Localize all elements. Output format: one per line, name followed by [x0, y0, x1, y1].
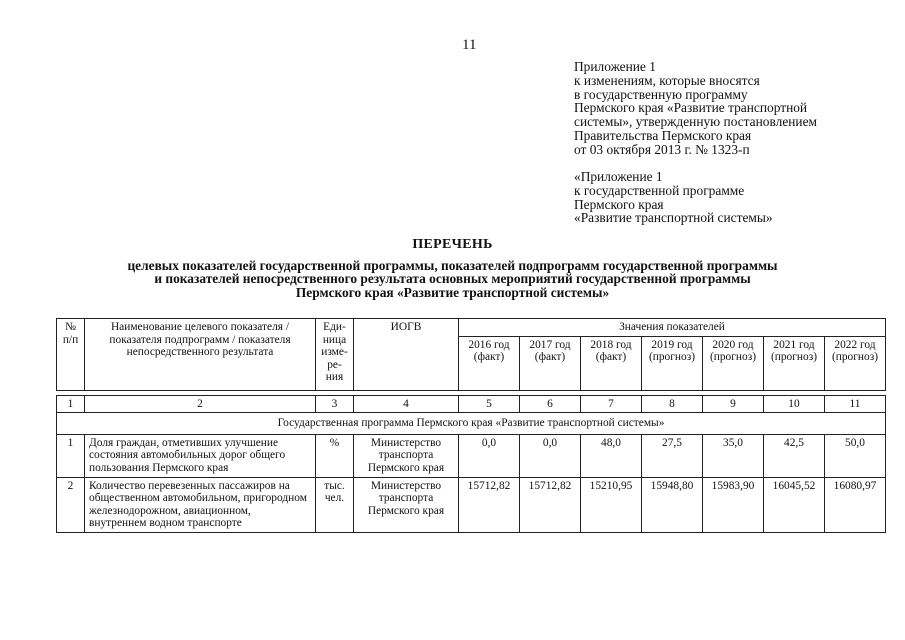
column-number: 1 [57, 395, 85, 413]
indicators-table [56, 318, 886, 533]
row-value: 16045,52 [764, 477, 825, 532]
row-value: 15210,95 [581, 477, 642, 532]
column-number: 3 [316, 395, 354, 413]
appendix-header-line: Пермского края «Развитие транспортной [574, 100, 808, 116]
row-value: 15712,82 [459, 477, 520, 532]
appendix-header [574, 60, 817, 157]
row-no: 1 [57, 434, 85, 477]
appendix-header-line: Приложение 1 [574, 59, 656, 74]
row-value: 48,0 [581, 434, 642, 477]
appendix-header-line: к изменениям, которые вносятся [574, 72, 760, 88]
column-number: 9 [703, 395, 764, 413]
table-row [57, 434, 886, 477]
column-numbers-row [57, 395, 886, 413]
appendix-header-line: Правительства Пермского края [574, 127, 752, 143]
header-year: 2017 год (факт) [520, 336, 581, 390]
appendix-quote-line: к государственной программе [574, 182, 745, 198]
header-year: 2019 год (прогноз) [642, 336, 703, 390]
row-unit: % [316, 434, 354, 477]
row-value: 50,0 [825, 434, 886, 477]
section-title: Государственная программа Пермского края «Развитие транспортной системы» [57, 413, 886, 435]
header-name: Наименование целевого показателя / показателя подпрограмм / показателя непосредственного результата [85, 319, 316, 391]
appendix-quote-line: Пермского края [574, 196, 664, 212]
header-year: 2020 год (прогноз) [703, 336, 764, 390]
header-row [57, 319, 886, 337]
row-iogv: Министерство транспорта Пермского края [354, 434, 459, 477]
column-number: 5 [459, 395, 520, 413]
appendix-quote-line: «Приложение 1 [574, 169, 663, 184]
row-value: 27,5 [642, 434, 703, 477]
row-no: 2 [57, 477, 85, 532]
header-year: 2016 год (факт) [459, 336, 520, 390]
column-number: 4 [354, 395, 459, 413]
subtitle-line: целевых показателей государственной программы, показателей подпрограмм государственной программы [127, 258, 778, 273]
subtitle-line: Пермского края «Развитие транспортной системы» [295, 284, 610, 300]
row-value: 15948,80 [642, 477, 703, 532]
table-row [57, 477, 886, 532]
appendix-header-line: в государственную программу [574, 86, 748, 102]
header-iogv: ИОГВ [354, 319, 459, 391]
row-value: 15983,90 [703, 477, 764, 532]
row-value: 42,5 [764, 434, 825, 477]
header-values-group: Значения показателей [459, 319, 886, 337]
column-number: 7 [581, 395, 642, 413]
document-title: ПЕРЕЧЕНЬ [412, 237, 493, 252]
row-value: 35,0 [703, 434, 764, 477]
row-value: 16080,97 [825, 477, 886, 532]
row-name: Количество перевезенных пассажиров на общественном автомобильном, пригородном железнодорожном, авиационном, внутреннем водном транспорте [85, 477, 316, 532]
appendix-quote [574, 170, 773, 225]
row-value: 15712,82 [520, 477, 581, 532]
row-iogv: Министерство транспорта Пермского края [354, 477, 459, 532]
appendix-header-line: от 03 октября 2013 г. № 1323-п [574, 141, 750, 157]
row-unit: тыс. чел. [316, 477, 354, 532]
section-row [57, 413, 886, 435]
document-subtitle [0, 259, 905, 299]
column-number: 2 [85, 395, 316, 413]
appendix-header-line: системы», утвержденную постановлением [574, 114, 818, 130]
header-year: 2021 год (прогноз) [764, 336, 825, 390]
row-value: 0,0 [459, 434, 520, 477]
column-number: 11 [825, 395, 886, 413]
header-year: 2022 год (прогноз) [825, 336, 886, 390]
column-number: 8 [642, 395, 703, 413]
header-no: № п/п [57, 319, 85, 391]
subtitle-line: и показателей непосредственного результата основных мероприятий государственной программы [154, 271, 751, 287]
header-unit: Еди- ница изме- ре- ния [316, 319, 354, 391]
column-number: 6 [520, 395, 581, 413]
column-number: 10 [764, 395, 825, 413]
header-year: 2018 год (факт) [581, 336, 642, 390]
appendix-quote-line: «Развитие транспортной системы» [574, 210, 773, 226]
row-value: 0,0 [520, 434, 581, 477]
page-number: 11 [462, 37, 477, 53]
row-name: Доля граждан, отметивших улучшение состояния автомобильных дорог общего пользования Пермского края [85, 434, 316, 477]
